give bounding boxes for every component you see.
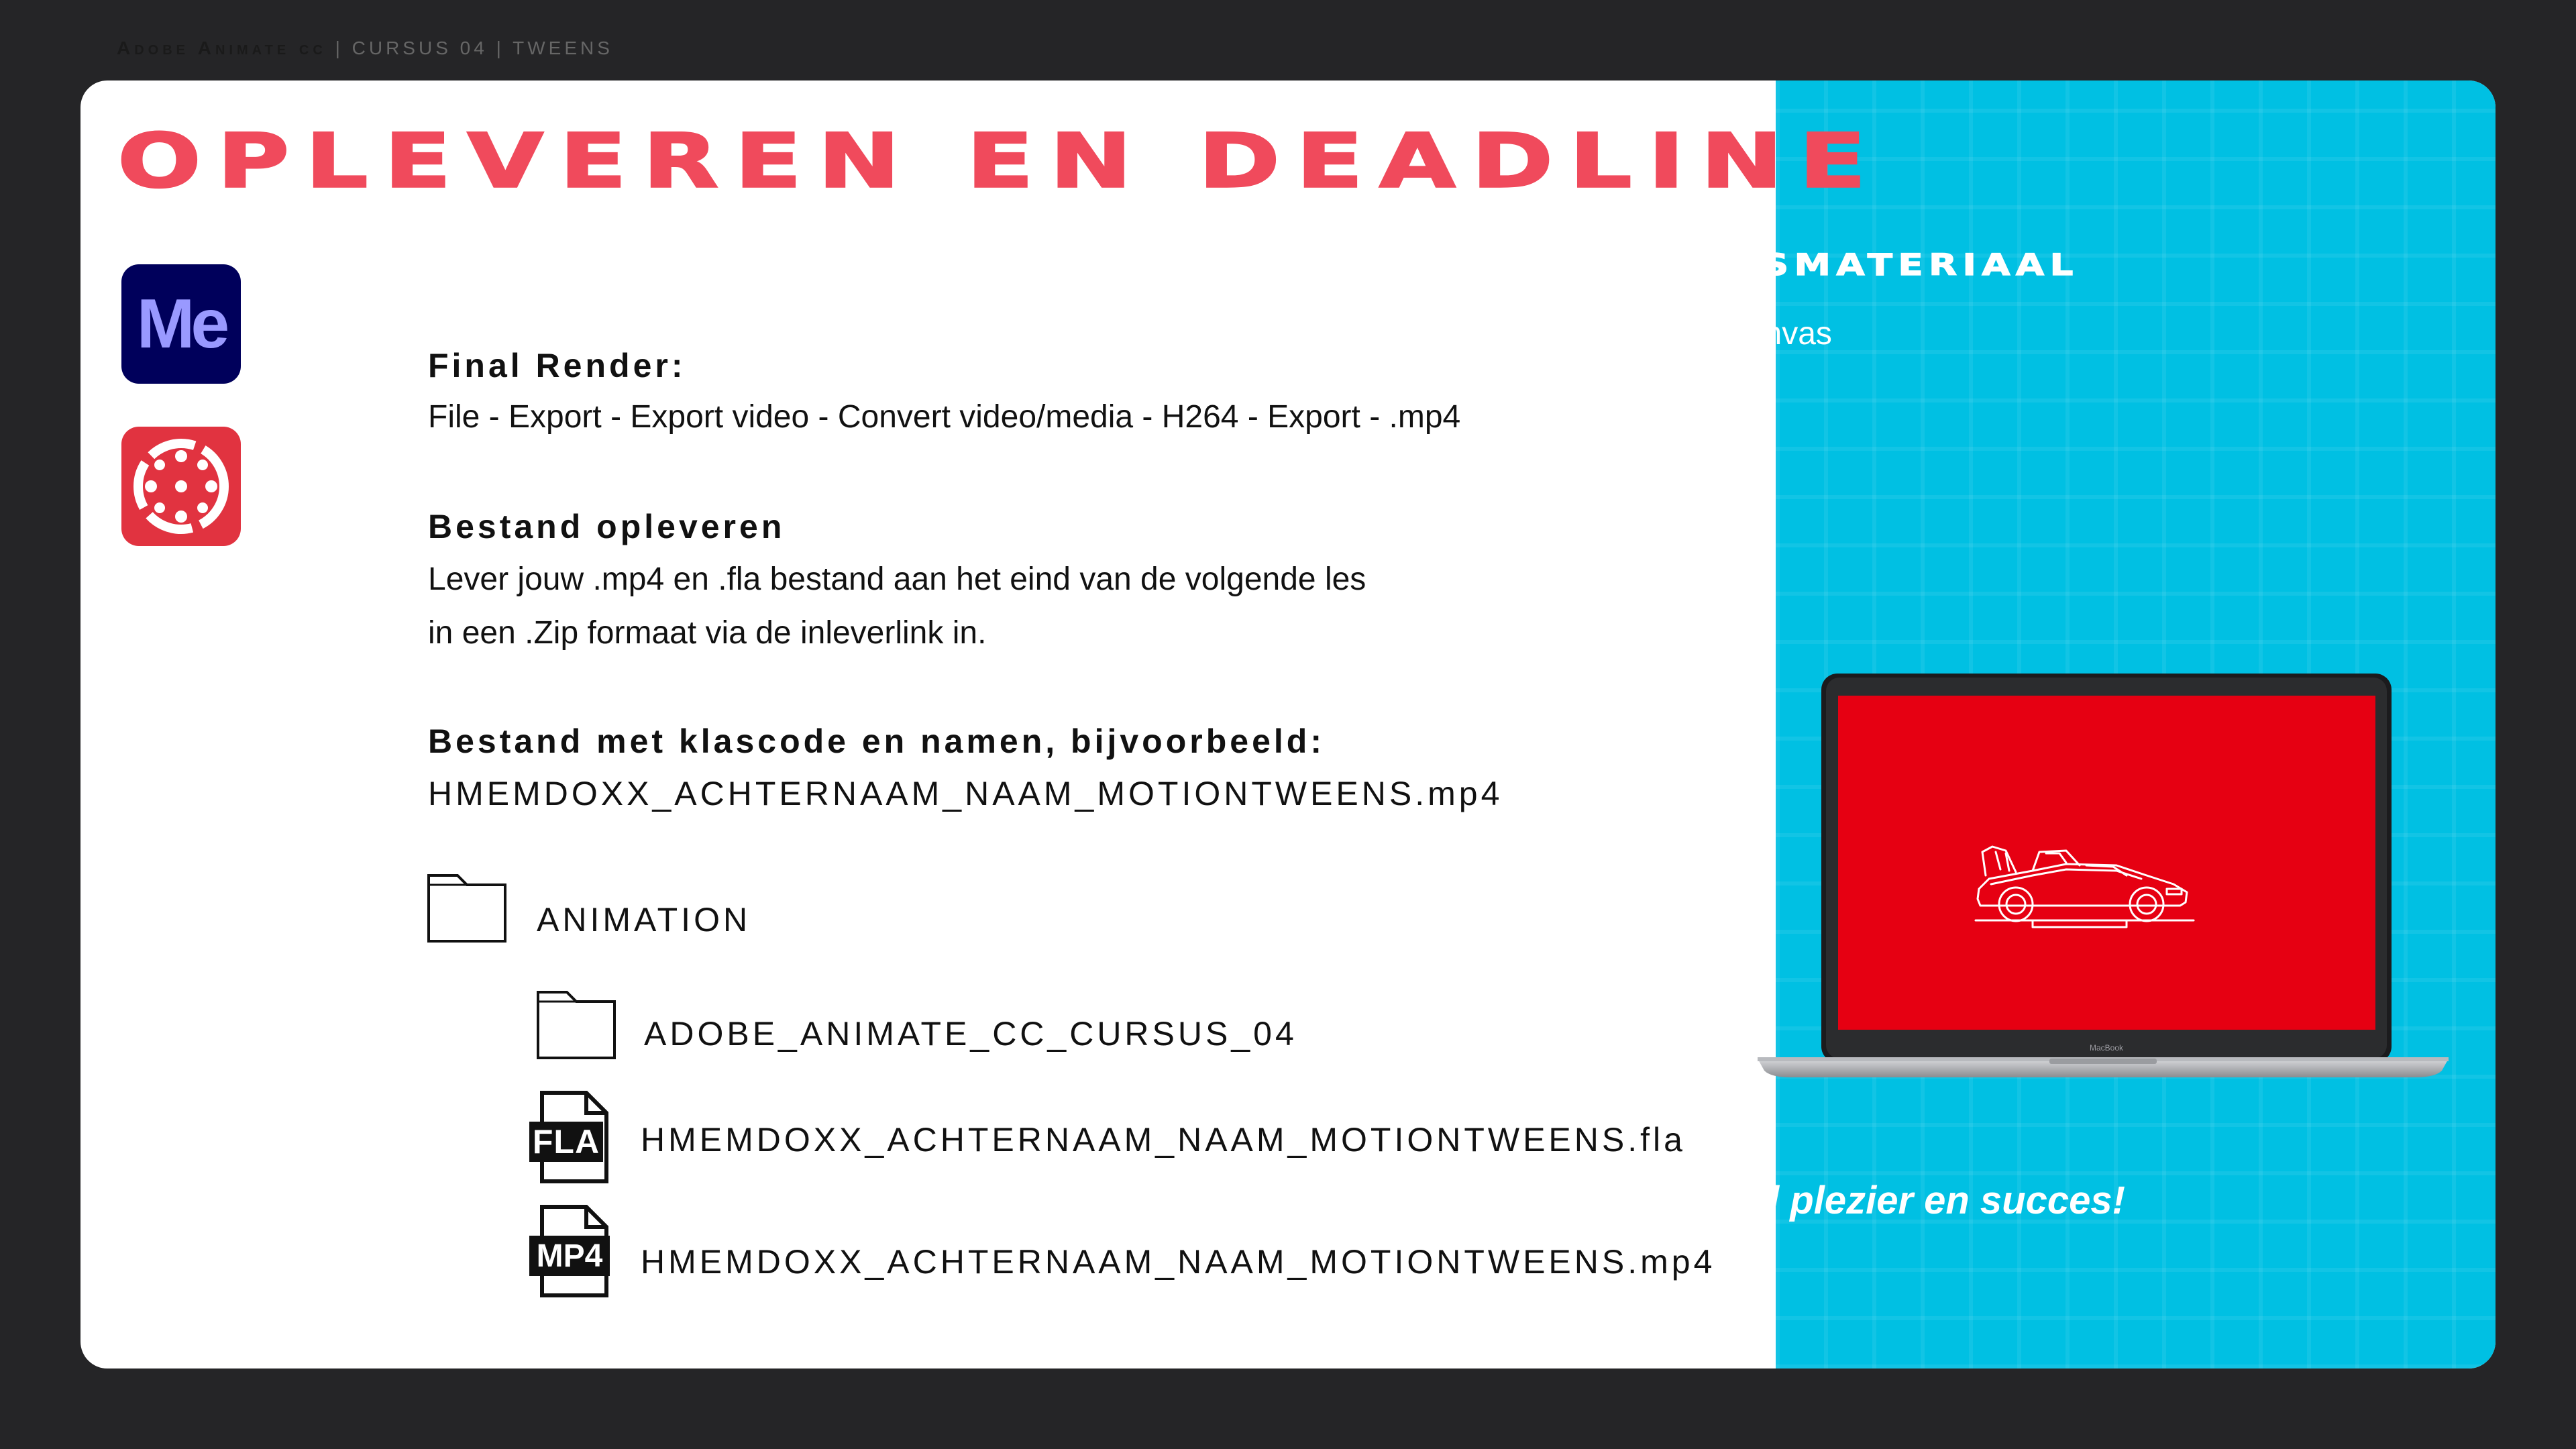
laptop-image xyxy=(1751,671,2455,1090)
naming-example: HMEMDOXX_ACHTERNAAM_NAAM_MOTIONTWEENS.mp4 xyxy=(428,775,1503,812)
folder-icon xyxy=(427,873,507,947)
deliver-heading: Bestand opleveren xyxy=(428,508,786,545)
page-title: OPLEVEREN EN DEADLINE xyxy=(117,117,1882,205)
breadcrumb-rest: | CURSUS 04 | TWEENS xyxy=(326,38,613,58)
tree-fla-file: HMEMDOXX_ACHTERNAAM_NAAM_MOTIONTWEENS.fla xyxy=(641,1121,1686,1159)
footer-message: Veel plezier en succes! xyxy=(1701,1179,2125,1222)
lesmateriaal-canvas-item: • Canvas xyxy=(1703,316,1832,352)
render-steps: File - Export - Export video - Convert video/media - H264 - Export - .mp4 xyxy=(428,399,1461,435)
mp4-badge-text: MP4 xyxy=(536,1238,603,1274)
naming-heading: Bestand met klascode en namen, bijvoorbeeld: xyxy=(428,722,1325,760)
tree-subfolder-label: ADOBE_ANIMATE_CC_CURSUS_04 xyxy=(644,1015,1297,1053)
deliver-line-2: in een .Zip formaat via de inleverlink in. xyxy=(428,615,987,651)
render-heading: Final Render: xyxy=(428,347,686,384)
subfolder-icon xyxy=(536,990,616,1063)
canvas-lms-icon xyxy=(121,427,241,546)
mp4-file-icon xyxy=(527,1205,614,1297)
lesmateriaal-heading: LESMATERIAAL xyxy=(1703,248,2079,282)
laptop-brand-label: MacBook xyxy=(2089,1043,2124,1053)
breadcrumb xyxy=(117,38,613,59)
tree-root-label: ANIMATION xyxy=(537,901,751,938)
adobe-media-encoder-icon xyxy=(121,264,241,384)
tree-mp4-file: HMEMDOXX_ACHTERNAAM_NAAM_MOTIONTWEENS.mp4 xyxy=(641,1243,1716,1281)
deliver-line-1: Lever jouw .mp4 en .fla bestand aan het eind van de volgende les xyxy=(428,561,1366,597)
breadcrumb-app: Adobe Animate cc xyxy=(117,38,327,58)
media-encoder-icon-text: Me xyxy=(136,284,226,363)
fla-badge-text: FLA xyxy=(532,1123,600,1161)
fla-file-icon xyxy=(527,1091,614,1183)
